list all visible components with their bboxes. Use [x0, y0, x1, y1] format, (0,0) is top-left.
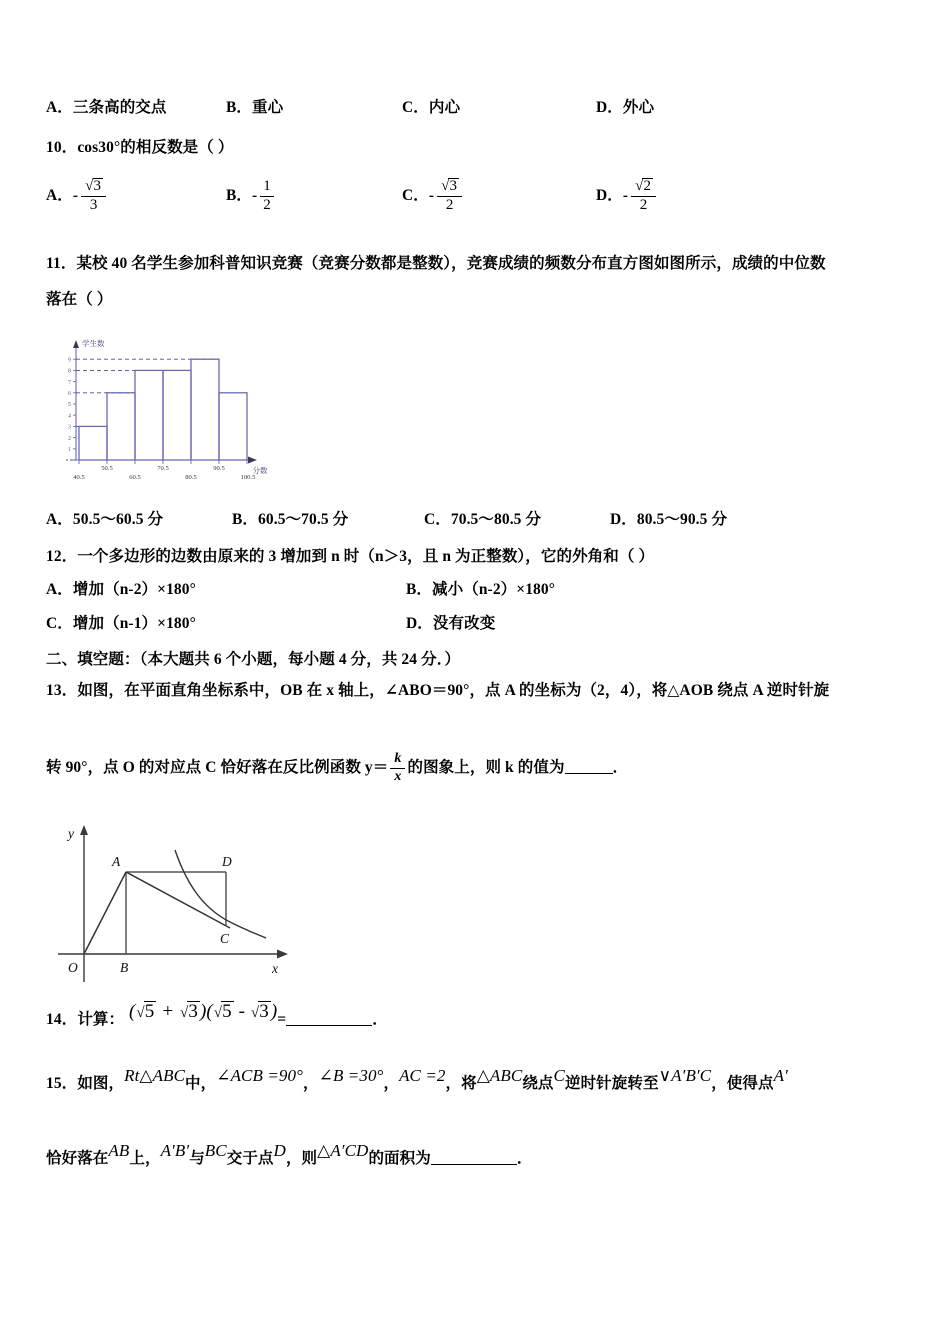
q14-answer-blank[interactable] [286, 1010, 372, 1027]
q10-d-num-radicand: 2 [643, 178, 652, 194]
q10-option-d-sign: - [622, 187, 629, 205]
q12-option-c-text: 增加（n‑1）×180° [72, 615, 196, 632]
x-axis-arrow [248, 457, 257, 464]
q13-text-line2-end: ． [612, 758, 629, 776]
q15-p6: 绕点 [522, 1075, 554, 1092]
q15-p11: 与 [189, 1150, 205, 1167]
fraction-numerator-k: k [394, 751, 402, 766]
svg-text:2: 2 [68, 435, 71, 442]
bar-3 [135, 370, 163, 460]
q10-option-d-label: D． [595, 187, 623, 205]
q14-label: 计算： [77, 1011, 125, 1028]
q10-b-den: 2 [260, 196, 274, 214]
q13-answer-blank[interactable] [565, 757, 613, 774]
frequency-histogram-figure [52, 332, 282, 487]
q15-m3: ∠B =30° [318, 1066, 384, 1085]
q15-p12: 交于点 [226, 1150, 274, 1167]
inverse-proportional-fraction [390, 752, 405, 784]
q10-option-b-label: B． [225, 187, 253, 205]
q12-option-d-label: D． [405, 615, 433, 632]
q11-option-d-label: D． [609, 511, 637, 528]
svg-text:40.5: 40.5 [73, 474, 85, 481]
q10-option-c-label: C． [401, 187, 429, 205]
svg-text:8: 8 [68, 368, 71, 375]
q11-option-b-label: B． [231, 511, 259, 528]
q11-options-row [46, 508, 912, 531]
histogram-bars [79, 359, 247, 460]
q15-m1: Rt△ABC [124, 1066, 186, 1085]
bar-2 [107, 393, 135, 460]
q15-p14: 的面积为 [368, 1150, 431, 1167]
histogram-svg [52, 332, 282, 487]
bar-5 [191, 359, 219, 460]
q10-b-num: 1 [263, 178, 271, 194]
svg-text:50.5: 50.5 [101, 465, 113, 472]
label-O: O [68, 960, 78, 975]
q11-stem-line2 [46, 288, 912, 311]
svg-text:7: 7 [68, 379, 71, 386]
q14-expression: (√5 + √3 )(√5 - √3 ) [124, 1001, 278, 1022]
svg-text:3: 3 [68, 424, 71, 431]
section-2-heading-text: 二、填空题：（本大题共 6 个小题，每小题 4 分，共 24 分．） [46, 651, 461, 668]
q9-option-d-label: D． [595, 99, 623, 116]
q11-option-a-label: A． [46, 511, 73, 528]
y-axis-title: 学生数 [82, 339, 105, 348]
q12-stem [46, 545, 912, 568]
q15-m11: BC [204, 1141, 227, 1160]
q14-row [46, 1001, 912, 1034]
label-y-axis: y [68, 826, 74, 841]
segment-OA [84, 872, 126, 954]
q10-options-row [46, 178, 912, 214]
svg-text:80.5: 80.5 [185, 474, 197, 481]
label-C: C [220, 931, 230, 946]
q15-m8: A′ [773, 1066, 788, 1085]
q15-m12: D [273, 1141, 286, 1160]
q15-m5: △ABC [476, 1066, 523, 1085]
svg-text:100.5: 100.5 [240, 474, 256, 481]
q15-m7: ∨A′B′C [658, 1066, 712, 1085]
q9-option-d-text: 外心 [622, 99, 655, 116]
q10-c-num-radicand: 3 [449, 178, 458, 194]
svg-text:5: 5 [68, 402, 71, 409]
q12-number: 12． [46, 548, 78, 565]
label-D: D [222, 854, 232, 869]
fraction-denominator-x: x [390, 768, 405, 785]
y-axis-arrowhead [80, 825, 88, 835]
q10-option-a-sign: - [72, 187, 79, 205]
q12-option-b-text: 减小（n‑2）×180° [432, 581, 556, 598]
q15-p4: ， [383, 1075, 400, 1092]
q12-option-d-text: 没有改变 [432, 615, 496, 632]
q12-options-row-1 [46, 578, 912, 601]
q11-number: 11． [46, 255, 77, 272]
q11-option-c-text: 70.5～80.5 分 [450, 511, 542, 528]
q10-stem [46, 136, 912, 159]
q15-m13: △A′CD [317, 1141, 369, 1160]
q15-p5: ，将 [445, 1075, 477, 1092]
q9-option-a-text: 三条高的交点 [72, 99, 167, 116]
q10-d-den: 2 [631, 196, 656, 214]
q15-p8: ，使得点 [711, 1075, 774, 1092]
grid-lines [76, 359, 219, 426]
label-B: B [120, 960, 129, 975]
q11-stem-text-1: 某校 40 名学生参加科普知识竞赛（竞赛分数都是整数），竞赛成绩的频数分布直方图如图所示，成绩的中位数 [76, 255, 826, 272]
q10-option-b-fraction [260, 179, 274, 214]
q9-option-c-label: C． [401, 99, 429, 116]
coordinate-figure-svg [44, 812, 294, 987]
q15-p2: 中， [185, 1075, 217, 1092]
q11-option-d-text: 80.5～90.5 分 [636, 511, 728, 528]
q15-p10: 上， [129, 1150, 161, 1167]
segment-AC [126, 872, 230, 928]
bar-1 [79, 426, 107, 460]
q15-p1: 如图， [77, 1075, 125, 1092]
q15-m2: ∠ACB =90° [216, 1066, 303, 1085]
svg-text:6: 6 [68, 391, 71, 397]
q15-answer-blank[interactable] [431, 1149, 517, 1166]
q11-option-a-text: 50.5～60.5 分 [72, 511, 164, 528]
hyperbola-curve [175, 850, 266, 938]
q15-line2 [46, 1141, 912, 1171]
label-x-axis: x [272, 961, 278, 976]
q10-option-d-fraction: $\frac{√2}{2}$ [631, 178, 656, 214]
q12-option-c-label: C． [46, 615, 73, 632]
q15-m6: C [553, 1066, 565, 1085]
q10-stem-text: cos30°的相反数是（ ） [77, 139, 234, 156]
q13-line2 [46, 752, 912, 784]
q14-end: ． [372, 1011, 388, 1028]
q10-c-den: 2 [437, 196, 462, 214]
q13-text-line2-pre: 转 90°，点 O 的对应点 C 恰好落在反比例函数 y＝ [46, 758, 389, 776]
section-2-heading [46, 648, 912, 671]
bar-6 [219, 393, 247, 460]
q13-line1 [46, 679, 912, 702]
q11-stem-text-2: 落在（ ） [46, 291, 113, 308]
q10-option-c-fraction: $\frac{√3}{2}$ [437, 178, 462, 214]
x-axis-arrowhead [277, 950, 288, 959]
q10-a-num-radicand: 3 [93, 178, 102, 194]
q15-m9: AB [108, 1141, 130, 1160]
q13-text-line2-post: 的图象上，则 k 的值为 [407, 758, 565, 776]
q14-equals: = [277, 1011, 287, 1028]
q15-line1 [46, 1066, 946, 1096]
svg-text:1: 1 [68, 447, 71, 453]
label-A: A [112, 854, 121, 869]
svg-text:70.5: 70.5 [157, 465, 169, 472]
q10-option-c-sign: - [428, 187, 435, 205]
q11-option-c-label: C． [423, 511, 451, 528]
q15-m10: A′B′ [160, 1141, 190, 1160]
q12-option-a-text: 增加（n‑2）×180° [72, 581, 196, 598]
svg-text:4: 4 [68, 413, 71, 420]
x-axis-title: 分数 [252, 466, 268, 475]
q9-option-c-text: 内心 [428, 99, 461, 116]
q12-options-row-2 [46, 612, 912, 635]
q13-number: 13． [46, 682, 78, 699]
q13-text-line1: 如图，在平面直角坐标系中，OB 在 x 轴上，∠ABO＝90°，点 A 的坐标为（2，4），将△AOB 绕点 A 逆时针旋 [77, 682, 830, 699]
q12-option-a-label: A． [46, 581, 73, 598]
q15-number: 15． [46, 1075, 78, 1092]
coordinate-plane-figure [44, 812, 294, 987]
q10-a-den: 3 [81, 196, 106, 214]
q15-p3: ， [303, 1075, 319, 1092]
q9-options-row [46, 96, 912, 119]
svg-text:90.5: 90.5 [213, 465, 225, 472]
bar-4 [163, 370, 191, 460]
y-tick-labels [68, 357, 71, 453]
svg-text:9: 9 [68, 357, 71, 364]
q15-p13: ，则 [285, 1150, 318, 1167]
q11-option-b-text: 60.5～70.5 分 [258, 511, 349, 528]
q15-p15: ． [516, 1150, 533, 1167]
q11-stem-line1 [46, 252, 912, 275]
q10-option-a-label: A． [46, 187, 73, 205]
q15-p7: 逆时针旋转至 [564, 1075, 659, 1092]
x-tick-labels [73, 465, 256, 481]
q9-option-b-text: 重心 [252, 99, 284, 116]
svg-text:60.5: 60.5 [129, 474, 141, 481]
q9-option-b-label: B． [225, 99, 253, 116]
q14-number: 14． [46, 1011, 78, 1028]
y-axis-arrow [73, 340, 79, 348]
q10-number: 10． [46, 139, 78, 156]
q15-m4: AC =2 [399, 1066, 446, 1085]
q12-option-b-label: B． [405, 581, 433, 598]
q12-stem-text: 一个多边形的边数由原来的 3 增加到 n 时（n＞3，且 n 为正整数），它的外角和（ ） [77, 548, 655, 565]
q9-option-a-label: A． [46, 99, 73, 116]
q15-p9: 恰好落在 [46, 1150, 109, 1167]
q10-option-a-fraction: $\frac{√3}{3}$ [81, 178, 106, 214]
q10-option-b-sign: - [252, 187, 258, 205]
